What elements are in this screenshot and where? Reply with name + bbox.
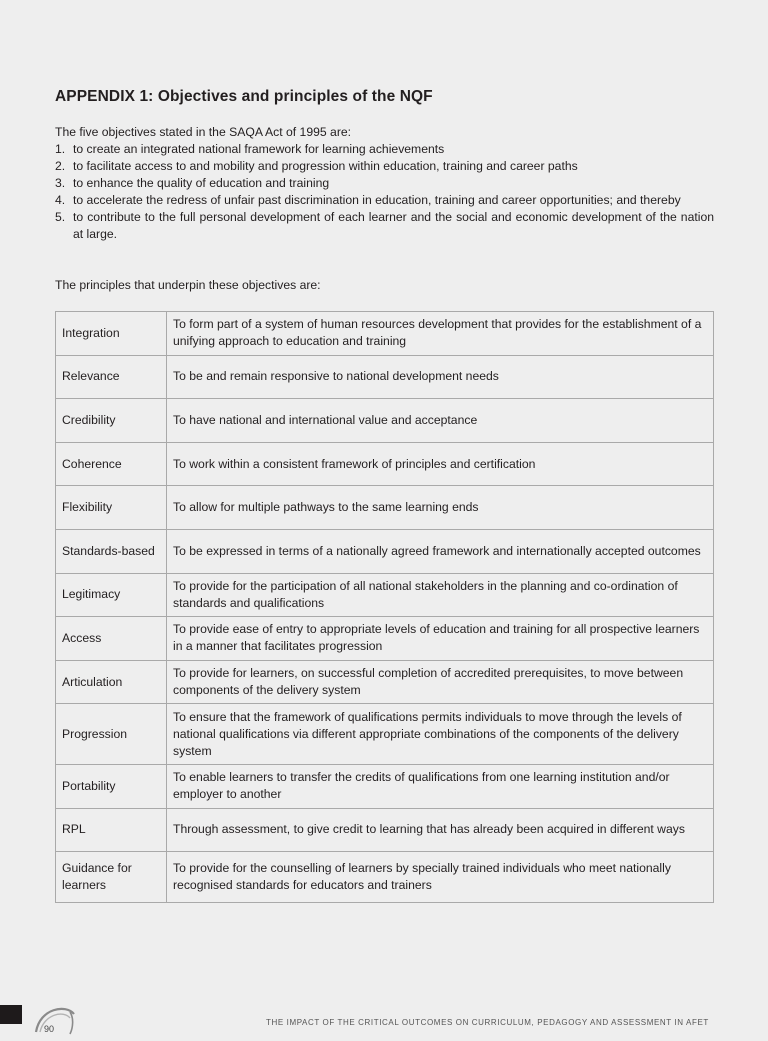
objective-number: 5. <box>55 210 66 224</box>
objective-item <box>55 141 714 158</box>
table-row <box>56 704 714 765</box>
table-row <box>56 660 714 704</box>
principle-description: To work within a consistent framework of principles and certification <box>167 442 714 486</box>
objective-text: to facilitate access to and mobility and progression within education, training and career paths <box>73 159 578 173</box>
objective-text: to enhance the quality of education and training <box>73 176 330 190</box>
objectives-intro: The five objectives stated in the SAQA Act of 1995 are: <box>55 125 352 139</box>
principle-description: To have national and international value and acceptance <box>167 399 714 443</box>
principle-description: To be and remain responsive to national development needs <box>167 355 714 399</box>
principle-term: Credibility <box>56 399 167 443</box>
page-title: APPENDIX 1: Objectives and principles of the NQF <box>55 88 433 105</box>
principles-intro: The principles that underpin these objectives are: <box>55 278 321 292</box>
principle-description: Through assessment, to give credit to learning that has already been acquired in different ways <box>167 808 714 852</box>
footer-color-block <box>0 1005 22 1024</box>
page-number: 90 <box>44 1024 55 1034</box>
table-row <box>56 355 714 399</box>
principle-description: To provide for the participation of all national stakeholders in the planning and co-ordination of standards and qualifications <box>167 573 714 617</box>
principle-description: To provide ease of entry to appropriate levels of education and training for all prospective learners in a manner that facilitates progression <box>167 617 714 661</box>
objective-number: 3. <box>55 176 66 190</box>
table-row <box>56 808 714 852</box>
table-row <box>56 617 714 661</box>
principle-description: To enable learners to transfer the credits of qualifications from one learning institution and/or employer to another <box>167 764 714 808</box>
principle-description: To ensure that the framework of qualifications permits individuals to move through the levels of national qualifications via different appropriate combinations of the components of the delivery system <box>167 704 714 765</box>
principle-term: Access <box>56 617 167 661</box>
table-row <box>56 486 714 530</box>
objective-number: 2. <box>55 159 66 173</box>
swirl-logo-icon <box>30 1002 80 1036</box>
table-row <box>56 442 714 486</box>
principle-description: To form part of a system of human resources development that provides for the establishment of a unifying approach to education and training <box>167 312 714 356</box>
principle-term: Articulation <box>56 660 167 704</box>
table-row <box>56 573 714 617</box>
principle-term: Integration <box>56 312 167 356</box>
principle-term: Coherence <box>56 442 167 486</box>
principle-description: To be expressed in terms of a nationally agreed framework and internationally accepted outcomes <box>167 529 714 573</box>
objective-text: to create an integrated national framework for learning achievements <box>73 142 445 156</box>
principles-table <box>55 311 714 903</box>
principle-description: To provide for the counselling of learners by specially trained individuals who meet nationally recognised standards for educators and trainers <box>167 852 714 903</box>
principle-description: To allow for multiple pathways to the same learning ends <box>167 486 714 530</box>
principle-term: Legitimacy <box>56 573 167 617</box>
table-row <box>56 529 714 573</box>
objective-number: 1. <box>55 142 66 156</box>
table-row <box>56 764 714 808</box>
table-row <box>56 399 714 443</box>
principle-term: Guidance for learners <box>56 852 167 903</box>
table-row <box>56 312 714 356</box>
objective-item <box>55 175 714 192</box>
principle-term: Flexibility <box>56 486 167 530</box>
objective-item <box>55 209 714 243</box>
table-row <box>56 852 714 903</box>
principle-term: Relevance <box>56 355 167 399</box>
objective-item <box>55 192 714 209</box>
objective-text: to contribute to the full personal development of each learner and the social and economic development of the nation at large. <box>73 210 714 241</box>
principle-term: RPL <box>56 808 167 852</box>
objectives-list <box>55 141 714 243</box>
principle-term: Portability <box>56 764 167 808</box>
objective-number: 4. <box>55 193 66 207</box>
objective-text: to accelerate the redress of unfair past discrimination in education, training and career opportunities; and thereby <box>73 193 681 207</box>
principle-term: Progression <box>56 704 167 765</box>
publisher-logo <box>30 1002 80 1034</box>
principle-description: To provide for learners, on successful completion of accredited prerequisites, to move between components of the delivery system <box>167 660 714 704</box>
objective-item <box>55 158 714 175</box>
running-footer-title: THE IMPACT OF THE CRITICAL OUTCOMES ON CURRICULUM, PEDAGOGY AND ASSESSMENT IN AFET <box>266 1018 709 1027</box>
principle-term: Standards-based <box>56 529 167 573</box>
